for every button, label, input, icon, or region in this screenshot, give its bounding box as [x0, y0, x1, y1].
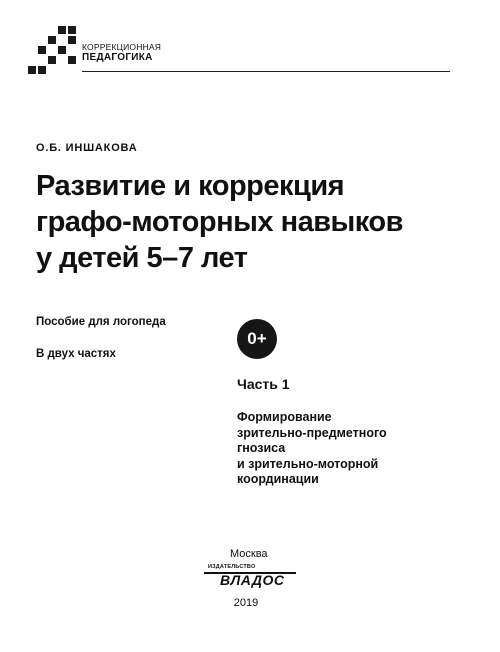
part-title-line: зрительно-предметного	[237, 425, 387, 440]
title-line-1: Развитие и коррекция	[36, 170, 345, 202]
age-rating-label: 0+	[247, 329, 267, 348]
publisher-small-label: ИЗДАТЕЛЬСТВО	[208, 564, 256, 570]
series-name-line1: КОРРЕКЦИОННАЯ	[82, 42, 162, 52]
publisher-logo	[200, 564, 300, 588]
header-rule	[82, 71, 450, 72]
part-title-line: гнозиса	[237, 441, 286, 455]
part-title-line: координации	[237, 472, 319, 486]
city: Москва	[230, 548, 268, 560]
author: О.Б. ИНШАКОВА	[36, 142, 138, 154]
publisher-name: ВЛАДОС	[220, 572, 285, 588]
title-line-2: графо-моторных навыков	[36, 206, 403, 238]
subtitle: Пособие для логопеда	[36, 316, 166, 328]
title-line-3: у детей 5–7 лет	[36, 242, 248, 274]
part-title-line: и зрительно-моторной	[237, 456, 379, 471]
part-title-line: Формирование	[237, 410, 332, 424]
squares-grid-icon	[28, 26, 88, 78]
parts-note: В двух частях	[36, 348, 116, 360]
year: 2019	[233, 597, 259, 609]
age-rating-badge	[237, 319, 277, 359]
book-title	[36, 168, 476, 276]
series-name-line2: ПЕДАГОГИКА	[82, 52, 153, 63]
part-number: Часть 1	[237, 376, 290, 392]
part-title	[237, 410, 457, 488]
